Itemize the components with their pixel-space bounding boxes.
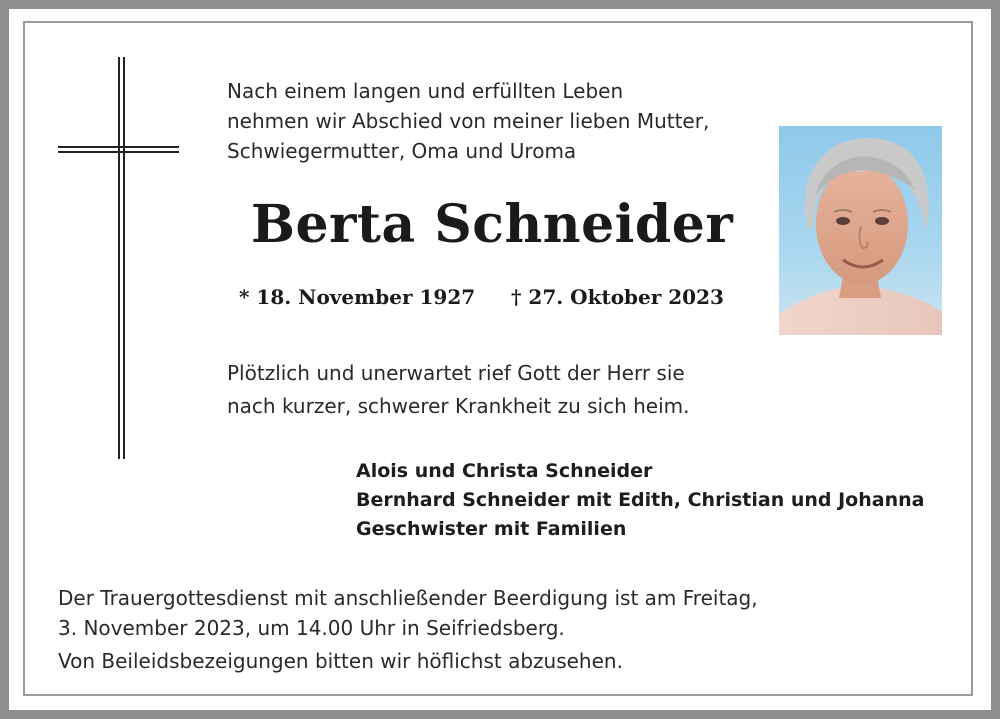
obituary-notice	[9, 9, 991, 710]
intro-line: Schwiegermutter, Oma und Uroma	[227, 139, 577, 163]
service-line: 3. November 2023, um 14.00 Uhr in Seifriedsberg.	[58, 616, 565, 640]
deceased-name: Berta Schneider	[251, 194, 734, 255]
death-message	[227, 357, 690, 423]
intro-text	[227, 76, 709, 166]
mourner-line: Alois und Christa Schneider	[356, 460, 653, 482]
funeral-service-info	[58, 583, 758, 643]
mourner-line: Geschwister mit Familien	[356, 518, 627, 540]
death-date: † 27. Oktober 2023	[511, 285, 724, 309]
condolence-note: Von Beileidsbezeigungen bitten wir höflichst abzusehen.	[58, 649, 623, 673]
portrait-photo	[779, 126, 942, 335]
intro-line: Nach einem langen und erfüllten Leben	[227, 79, 624, 103]
message-line: nach kurzer, schwerer Krankheit zu sich heim.	[227, 394, 690, 418]
portrait-illustration	[779, 126, 942, 335]
message-line: Plötzlich und unerwartet rief Gott der Herr sie	[227, 361, 685, 385]
mourners-list	[356, 457, 924, 544]
intro-line: nehmen wir Abschied von meiner lieben Mutter,	[227, 109, 710, 133]
service-line: Der Trauergottesdienst mit anschließender Beerdigung ist am Freitag,	[58, 586, 758, 610]
birth-date: * 18. November 1927	[239, 285, 476, 309]
mourner-line: Bernhard Schneider mit Edith, Christian und Johanna	[356, 489, 925, 511]
